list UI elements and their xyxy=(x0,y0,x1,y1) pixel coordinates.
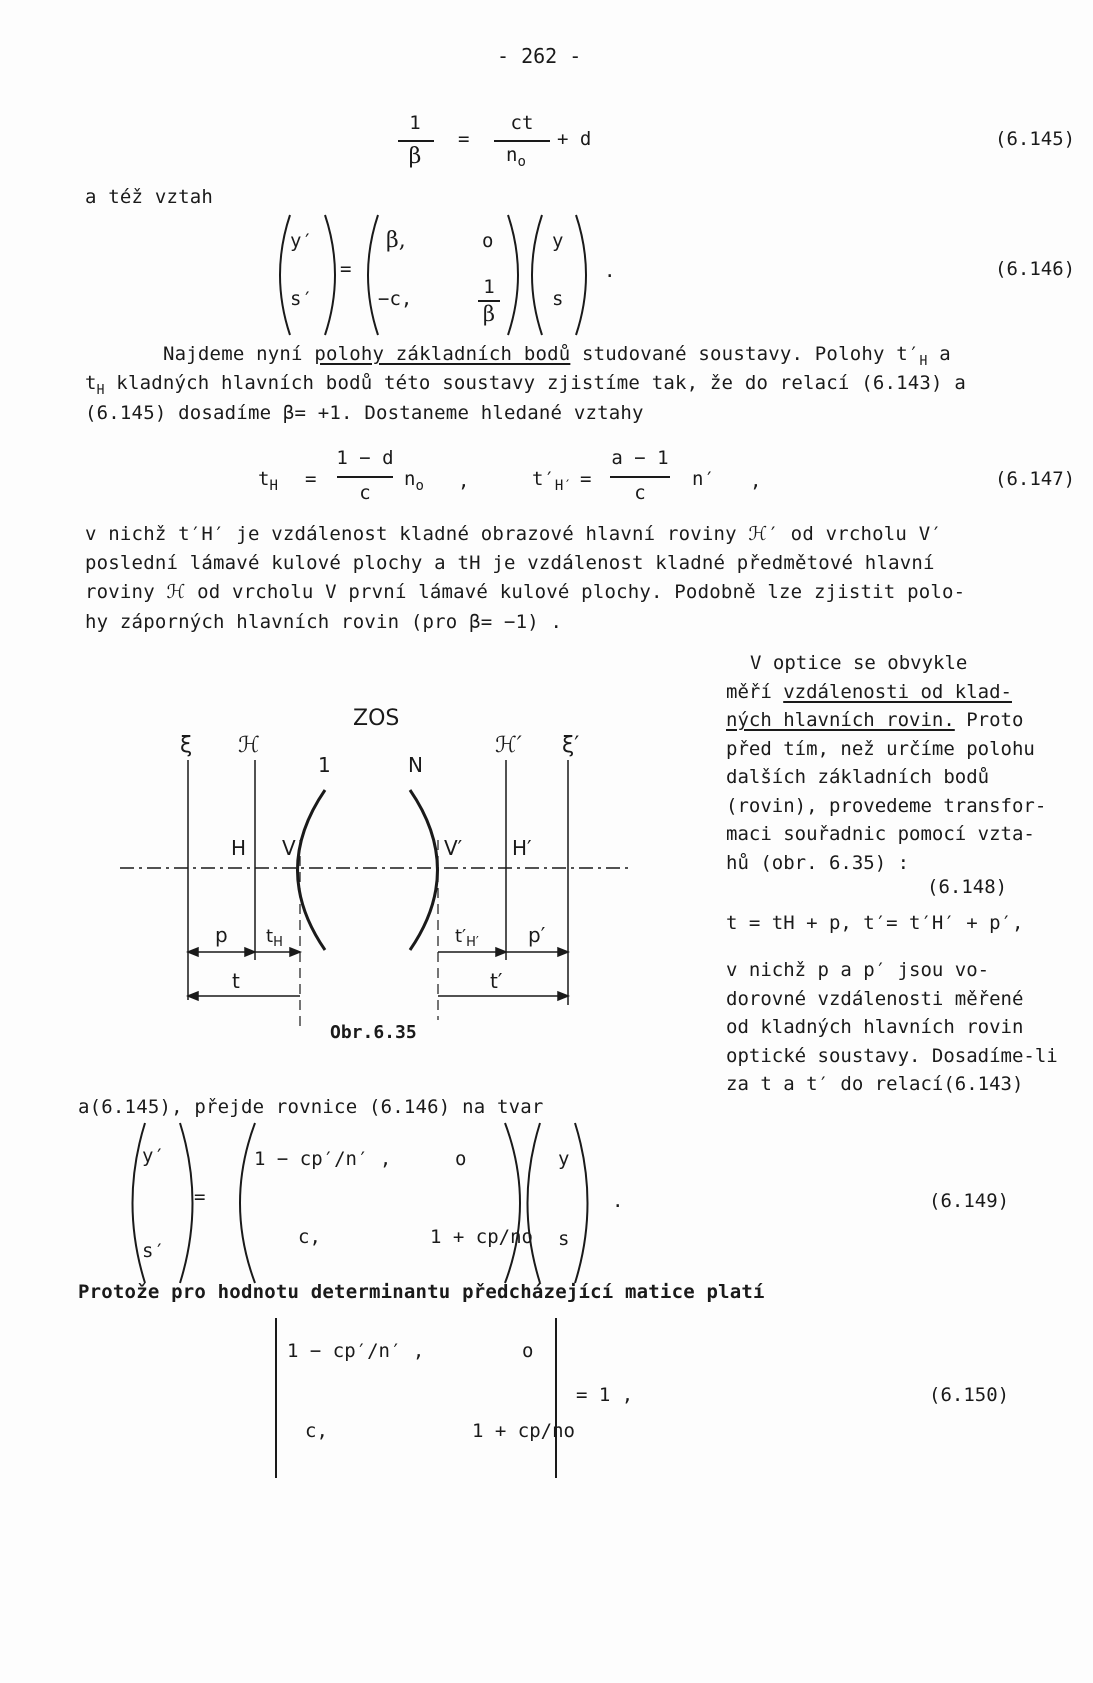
matrix-entry-11: β, xyxy=(386,228,406,253)
para1-line3: (6.145) dosadíme β= +1. Dostaneme hledané vztahy xyxy=(85,402,644,424)
period: . xyxy=(612,1190,624,1212)
eq145-lhs-numerator: 1 xyxy=(409,112,421,134)
side-line10: dorovné vzdálenosti měřené xyxy=(726,988,1024,1010)
det-entry-21: c, xyxy=(305,1420,328,1442)
t-H: $t_H$ xyxy=(258,468,278,494)
vector-s: s xyxy=(558,1228,570,1250)
side-line12: optické soustavy. Dosadíme-li xyxy=(726,1045,1058,1067)
label-tHp: $t'_{H'}$ xyxy=(455,926,479,950)
equation-number: (6.146) xyxy=(995,258,1076,280)
vector-s: s xyxy=(552,288,564,310)
fraction-bar xyxy=(337,476,393,478)
vector-y-prime: y′ xyxy=(142,1145,165,1167)
para3: a(6.145), přejde rovnice (6.146) na tvar xyxy=(78,1096,544,1118)
label-xi: ξ xyxy=(180,733,193,758)
para2-line3: roviny ℋ od vrcholu V první lámavé kulové plochy. Podobně lze zjistit polo- xyxy=(85,581,966,603)
vector-s-prime: s′ xyxy=(290,288,313,310)
eq145-rhs-denominator: $n_o$ xyxy=(506,144,526,170)
equation-number: (6.149) xyxy=(929,1190,1010,1212)
fraction2-numerator: a − 1 xyxy=(611,447,669,469)
n-prime: n′ xyxy=(692,468,715,490)
det-entry-12: o xyxy=(522,1340,534,1362)
intro-text: a též vztah xyxy=(85,186,214,208)
matrix-entry-12: o xyxy=(482,230,494,252)
fraction2-denominator: c xyxy=(634,482,646,504)
fraction1-numerator: 1 − d xyxy=(336,447,394,469)
para4: Protože pro hodnotu determinantu předcházející matice platí xyxy=(78,1281,765,1303)
side-line6: (rovin), provedeme transfor- xyxy=(726,795,1047,817)
equation-number: (6.145) xyxy=(995,128,1076,150)
equation-number: (6.147) xyxy=(995,468,1076,490)
side-line13: za t a t′ do relací(6.143) xyxy=(726,1073,1024,1095)
period: . xyxy=(604,260,616,282)
equals-sign: = xyxy=(194,1186,206,1208)
side-line8: hů (obr. 6.35) : xyxy=(726,852,910,874)
label-H: H xyxy=(231,836,247,860)
fraction-bar xyxy=(398,140,434,142)
side-line1: V optice se obvykle xyxy=(750,652,968,674)
t-H-prime: $t'_{H'}$ xyxy=(532,468,572,494)
label-t: t xyxy=(232,969,240,993)
side-line4: před tím, než určíme polohu xyxy=(726,738,1035,760)
para2-line4: hy záporných hlavních rovin (pro β= −1) . xyxy=(85,611,563,633)
fraction1-denominator: c xyxy=(359,482,371,504)
side-line9: v nichž p a p′ jsou vo- xyxy=(726,959,990,981)
label-p-prime: p′ xyxy=(528,923,546,947)
para1-line1: Najdeme nyní polohy základních bodů studované soustavy. Polohy $t'_H$ a xyxy=(163,343,951,369)
fraction-bar xyxy=(494,140,550,142)
page-number: - 262 - xyxy=(497,44,582,68)
label-V-prime: V′ xyxy=(444,836,463,860)
label-H-prime: H′ xyxy=(512,836,532,860)
side-line7: maci souřadnic pomocí vzta- xyxy=(726,823,1035,845)
label-V: V xyxy=(282,836,296,860)
vector-s-prime: s′ xyxy=(142,1240,165,1262)
equation-number: (6.150) xyxy=(929,1384,1010,1406)
matrix-entry-21: c, xyxy=(298,1226,321,1248)
fraction-bar xyxy=(610,476,670,478)
para1-line2: $t_H$ kladných hlavních bodů této soustavy zjistíme tak, že do relací (6.143) a xyxy=(85,372,966,398)
equals-sign: = xyxy=(458,128,470,150)
figure-title: ZOS xyxy=(353,706,400,731)
matrix-entry-22-den: β xyxy=(482,302,496,326)
surface-N xyxy=(410,790,438,950)
matrix-entry-11: 1 − cp′/n′ , xyxy=(254,1148,392,1170)
det-entry-22: 1 + cp/no xyxy=(472,1420,575,1442)
det-entry-11: 1 − cp′/n′ , xyxy=(287,1340,425,1362)
equals-sign: = xyxy=(305,468,317,490)
determinant-right-bar xyxy=(555,1318,557,1478)
matrix-entry-12: o xyxy=(455,1148,467,1170)
matrix-entry-21: −c, xyxy=(378,288,413,310)
surface-1 xyxy=(298,790,326,950)
matrix-entry-22-num: 1 xyxy=(483,276,495,298)
vector-y: y xyxy=(558,1148,570,1170)
label-N: N xyxy=(408,753,423,777)
label-t-prime: t′ xyxy=(490,969,503,993)
equation-6-148: t = tH + p, t′= t′H′ + p′, xyxy=(726,912,1024,934)
vector-y: y xyxy=(552,230,564,252)
determinant-value: = 1 , xyxy=(576,1384,634,1406)
label-H-script: ℋ xyxy=(238,733,260,758)
label-xi-prime: ξ′ xyxy=(562,733,580,758)
label-H-script-prime: ℋ′ xyxy=(495,733,522,758)
side-line11: od kladných hlavních rovin xyxy=(726,1016,1024,1038)
eq145-rhs-numerator: ct xyxy=(510,112,534,134)
determinant-left-bar xyxy=(275,1318,277,1478)
para2-line1: v nichž t′H′ je vzdálenost kladné obrazové hlavní roviny ℋ′ od vrcholu V′ xyxy=(85,523,942,545)
vector-y-prime: y′ xyxy=(290,230,313,252)
side-line3: ných hlavních rovin. Proto xyxy=(726,709,1024,731)
para2-line2: poslední lámavé kulové plochy a tH je vzdálenost kladné předmětové hlavní xyxy=(85,552,935,574)
side-line2: měří vzdálenosti od klad- xyxy=(726,681,1012,703)
equals-sign: = xyxy=(580,468,592,490)
label-tH: $t_H$ xyxy=(266,926,283,950)
comma: , xyxy=(458,470,470,492)
label-1: 1 xyxy=(318,753,331,777)
figure-caption: Obr.6.35 xyxy=(330,1022,417,1043)
side-line5: dalších základních bodů xyxy=(726,766,990,788)
matrix-entry-22: 1 + cp/no xyxy=(430,1226,533,1248)
comma: , xyxy=(750,470,762,492)
figure-6-35 xyxy=(110,690,650,1050)
label-p: p xyxy=(215,923,228,947)
equals-sign: = xyxy=(340,258,352,280)
n-o: $n_o$ xyxy=(404,468,424,494)
eq145-plus-d: + d xyxy=(557,128,592,150)
equation-number: (6.148) xyxy=(927,876,1008,898)
eq145-lhs-denominator: β xyxy=(408,144,422,169)
